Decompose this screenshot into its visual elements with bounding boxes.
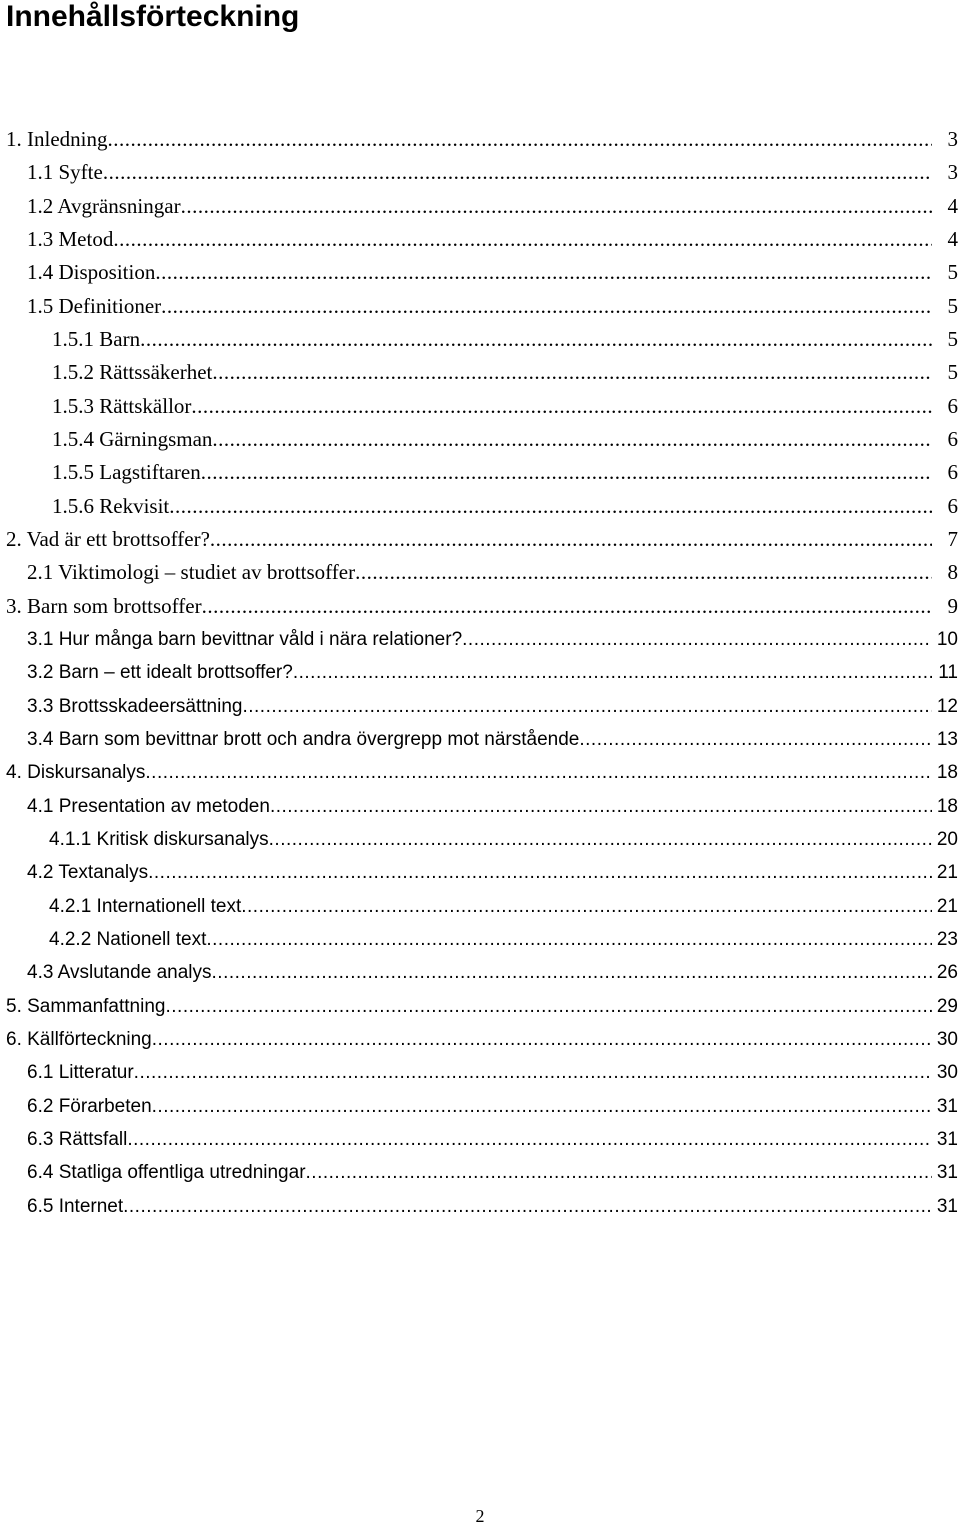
toc-entry-label: 4.1 Presentation av metoden bbox=[27, 795, 270, 817]
toc-dot-leader bbox=[123, 1190, 932, 1223]
toc-entry-page: 6 bbox=[947, 393, 958, 418]
toc-dot-leader bbox=[206, 923, 932, 956]
toc-dot-leader bbox=[212, 356, 932, 389]
toc-dot-leader bbox=[242, 690, 932, 723]
toc-entry-label: 1.1 Syfte bbox=[27, 160, 103, 185]
toc-entry[interactable] bbox=[0, 1090, 960, 1123]
toc-entry[interactable] bbox=[0, 990, 960, 1023]
toc-entry-page: 9 bbox=[947, 593, 958, 618]
toc-entry-page: 31 bbox=[936, 1162, 958, 1184]
toc-entry-page: 3 bbox=[947, 127, 958, 151]
toc-entry-page: 5 bbox=[947, 293, 958, 318]
toc-entry[interactable] bbox=[0, 390, 960, 423]
toc-dot-leader bbox=[306, 1156, 932, 1189]
toc-entry-label: 1.5 Definitioner bbox=[27, 293, 162, 318]
toc-entry-page: 18 bbox=[936, 762, 958, 784]
toc-entry-page: 12 bbox=[936, 695, 958, 717]
toc-entry[interactable] bbox=[0, 856, 960, 889]
toc-dot-leader bbox=[107, 123, 932, 156]
toc-entry-page: 26 bbox=[936, 962, 958, 984]
toc-dot-leader bbox=[212, 956, 932, 989]
toc-entry[interactable] bbox=[0, 323, 960, 356]
toc-entry[interactable] bbox=[0, 823, 960, 856]
toc-entry-label: 1. Inledning bbox=[6, 127, 108, 151]
toc-dot-leader bbox=[152, 1090, 932, 1123]
toc-entry-page: 7 bbox=[947, 526, 958, 551]
toc-dot-leader bbox=[579, 723, 932, 756]
toc-entry[interactable] bbox=[0, 1123, 960, 1156]
toc-dot-leader bbox=[212, 423, 932, 456]
toc-dot-leader bbox=[181, 190, 932, 223]
toc-entry-page: 11 bbox=[938, 662, 958, 684]
toc-entry-page: 18 bbox=[936, 795, 958, 817]
toc-entry-label: 1.3 Metod bbox=[27, 226, 114, 251]
toc-entry-label: 4.1.1 Kritisk diskursanalys bbox=[49, 828, 269, 850]
toc-dot-leader bbox=[113, 223, 932, 256]
toc-entry-label: 3.2 Barn – ett idealt brottsoffer? bbox=[27, 662, 293, 684]
toc-entry[interactable] bbox=[0, 1023, 960, 1056]
toc-entry[interactable] bbox=[0, 1190, 960, 1223]
toc-entry-label: 2.1 Viktimologi – studiet av brottsoffer bbox=[27, 560, 356, 585]
toc-dot-leader bbox=[269, 823, 932, 856]
toc-dot-leader bbox=[191, 390, 932, 423]
toc-dot-leader bbox=[161, 290, 932, 323]
toc-entry[interactable] bbox=[0, 756, 960, 789]
toc-entry[interactable] bbox=[0, 590, 960, 623]
toc-entry-page: 8 bbox=[947, 560, 958, 585]
toc-entry[interactable] bbox=[0, 190, 960, 223]
toc-entry-page: 31 bbox=[936, 1195, 958, 1217]
toc-entry-label: 1.4 Disposition bbox=[27, 260, 156, 285]
toc-entry-label: 1.5.3 Rättskällor bbox=[52, 393, 192, 418]
toc-entry[interactable] bbox=[0, 523, 960, 556]
toc-dot-leader bbox=[169, 490, 932, 523]
toc-entry[interactable] bbox=[0, 623, 960, 656]
toc-entry-label: 1.5.5 Lagstiftaren bbox=[52, 460, 201, 485]
toc-dot-leader bbox=[241, 890, 932, 923]
toc-entry[interactable] bbox=[0, 290, 960, 323]
toc-dot-leader bbox=[462, 623, 932, 656]
toc-dot-leader bbox=[210, 523, 932, 556]
toc-entry-page: 5 bbox=[947, 260, 958, 285]
toc-entry-page: 30 bbox=[936, 1062, 958, 1084]
toc-entry[interactable] bbox=[0, 956, 960, 989]
toc-entry-page: 30 bbox=[936, 1028, 958, 1050]
toc-entry-label: 5. Sammanfattning bbox=[6, 995, 166, 1017]
toc-entry-label: 6.4 Statliga offentliga utredningar bbox=[27, 1162, 306, 1184]
toc-entry[interactable] bbox=[0, 1056, 960, 1089]
toc-dot-leader bbox=[127, 1123, 932, 1156]
page-number: 2 bbox=[475, 1506, 485, 1526]
toc-entry-label: 6. Källförteckning bbox=[6, 1028, 152, 1050]
toc-dot-leader bbox=[152, 1023, 932, 1056]
toc-entry[interactable] bbox=[0, 223, 960, 256]
toc-entry-label: 4. Diskursanalys bbox=[6, 762, 146, 784]
toc-dot-leader bbox=[145, 756, 932, 789]
toc-dot-leader bbox=[140, 323, 932, 356]
toc-entry-label: 1.2 Avgränsningar bbox=[27, 193, 181, 218]
toc-entry[interactable] bbox=[0, 256, 960, 289]
toc-entry-page: 5 bbox=[947, 326, 958, 351]
toc-dot-leader bbox=[148, 856, 932, 889]
toc-entry-label: 1.5.1 Barn bbox=[52, 326, 141, 351]
toc-entry-page: 6 bbox=[947, 493, 958, 518]
toc-dot-leader bbox=[165, 990, 932, 1023]
toc-entry[interactable] bbox=[0, 556, 960, 589]
toc-entry-label: 6.3 Rättsfall bbox=[27, 1128, 128, 1150]
toc-entry[interactable] bbox=[0, 1156, 960, 1189]
toc-entry-page: 3 bbox=[947, 160, 958, 185]
toc-entry[interactable] bbox=[0, 656, 960, 689]
toc-entry-label: 6.2 Förarbeten bbox=[27, 1095, 152, 1117]
page-title: Innehållsförteckning bbox=[6, 0, 300, 33]
toc-entry-label: 4.2.2 Nationell text bbox=[49, 928, 207, 950]
toc-dot-leader bbox=[293, 656, 932, 689]
toc-dot-leader bbox=[155, 256, 932, 289]
toc-entry[interactable] bbox=[0, 356, 960, 389]
toc-entry-page: 6 bbox=[947, 460, 958, 485]
toc-entry[interactable] bbox=[0, 423, 960, 456]
toc-entry[interactable] bbox=[0, 790, 960, 823]
toc-entry-label: 1.5.2 Rättssäkerhet bbox=[52, 360, 213, 385]
toc-entry-page: 31 bbox=[936, 1095, 958, 1117]
toc-entry-page: 4 bbox=[947, 193, 958, 218]
toc-entry-label: 4.2 Textanalys bbox=[27, 862, 149, 884]
toc-entry-label: 1.5.4 Gärningsman bbox=[52, 426, 213, 451]
toc-entry-page: 29 bbox=[936, 995, 958, 1017]
toc-entry-label: 3.4 Barn som bevittnar brott och andra övergrepp mot närstående bbox=[27, 728, 580, 750]
toc-entry-page: 4 bbox=[947, 226, 958, 251]
toc-entry-label: 3.3 Brottsskadeersättning bbox=[27, 695, 243, 717]
toc-entry-label: 3.1 Hur många barn bevittnar våld i nära relationer? bbox=[27, 628, 463, 650]
toc-entry[interactable] bbox=[0, 890, 960, 923]
toc-dot-leader bbox=[103, 156, 932, 189]
toc-dot-leader bbox=[134, 1056, 932, 1089]
toc-dot-leader bbox=[355, 556, 932, 589]
toc-entry-page: 21 bbox=[936, 862, 958, 884]
toc-entry-label: 6.5 Internet bbox=[27, 1195, 124, 1217]
table-of-contents bbox=[0, 123, 960, 1223]
toc-entry-page: 10 bbox=[936, 628, 958, 650]
toc-entry-label: 2. Vad är ett brottsoffer? bbox=[6, 526, 210, 551]
toc-entry[interactable] bbox=[0, 123, 960, 156]
toc-entry[interactable] bbox=[0, 490, 960, 523]
toc-dot-leader bbox=[201, 456, 932, 489]
toc-entry[interactable] bbox=[0, 690, 960, 723]
toc-entry-label: 6.1 Litteratur bbox=[27, 1062, 134, 1084]
toc-entry-page: 13 bbox=[936, 728, 958, 750]
toc-dot-leader bbox=[270, 790, 932, 823]
toc-entry[interactable] bbox=[0, 156, 960, 189]
toc-entry-page: 23 bbox=[936, 928, 958, 950]
toc-dot-leader bbox=[202, 590, 932, 623]
toc-entry-page: 20 bbox=[936, 828, 958, 850]
toc-entry-label: 3. Barn som brottsoffer bbox=[6, 593, 202, 618]
toc-entry[interactable] bbox=[0, 456, 960, 489]
toc-entry[interactable] bbox=[0, 723, 960, 756]
toc-entry-page: 6 bbox=[947, 426, 958, 451]
toc-entry-label: 4.2.1 Internationell text bbox=[49, 895, 242, 917]
toc-entry-page: 21 bbox=[936, 895, 958, 917]
toc-entry-page: 31 bbox=[936, 1128, 958, 1150]
toc-entry-page: 5 bbox=[947, 360, 958, 385]
toc-entry[interactable] bbox=[0, 923, 960, 956]
toc-entry-label: 1.5.6 Rekvisit bbox=[52, 493, 170, 518]
toc-entry-label: 4.3 Avslutande analys bbox=[27, 962, 212, 984]
